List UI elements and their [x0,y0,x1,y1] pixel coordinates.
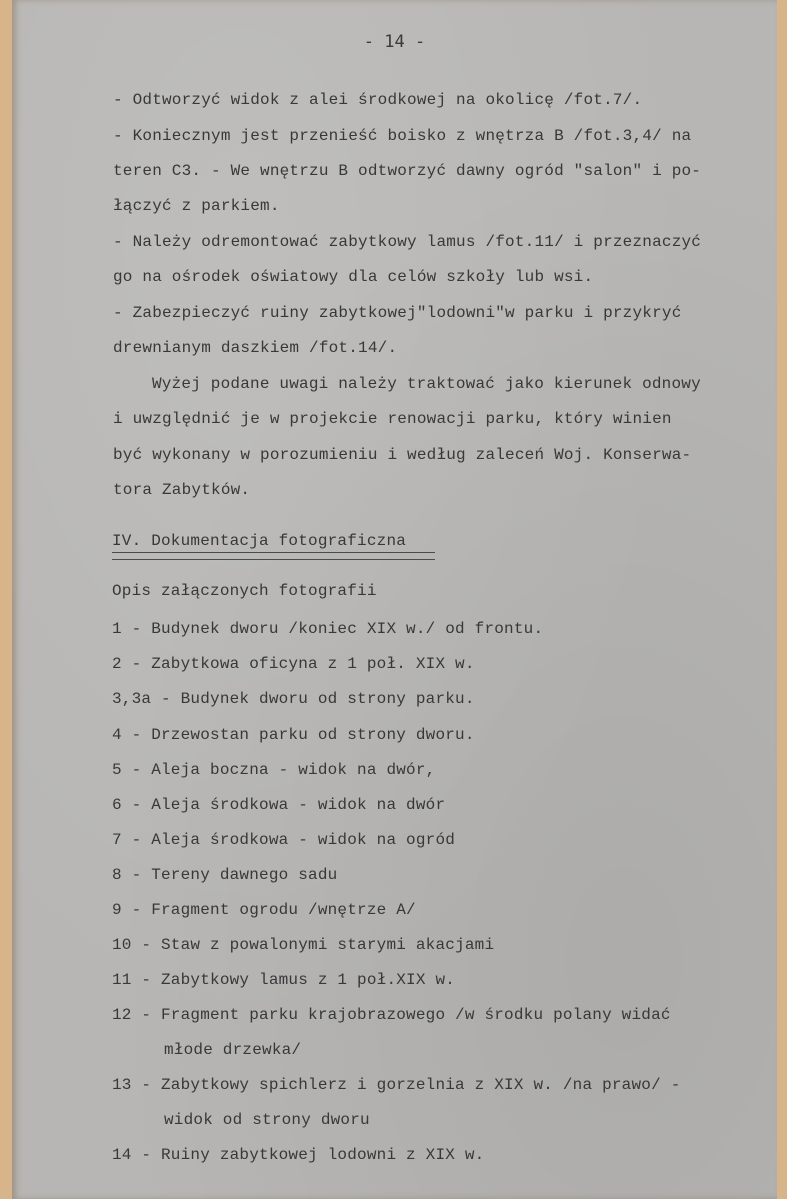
paragraph-line: być wykonany w porozumieniu i według zaleceń Woj. Konserwa- [113,446,692,464]
photo-item: 2 - Zabytkowa oficyna z 1 poł. XIX w. [112,655,475,673]
photo-item: 9 - Fragment ogrodu /wnętrze A/ [112,901,416,919]
paragraph-line: tora Zabytków. [113,481,251,499]
photo-item-continuation: widok od strony dworu [164,1111,370,1129]
recommendation-line: drewnianym daszkiem /fot.14/. [113,339,398,357]
photo-item: 10 - Staw z powalonymi starymi akacjami [112,936,495,954]
document-page [12,0,777,1199]
recommendation-line: - Koniecznym jest przenieść boisko z wnętrza B /fot.3,4/ na [113,127,692,145]
page-number: - 14 - [363,32,426,52]
photo-item-continuation: młode drzewka/ [164,1041,302,1059]
recommendation-line: go na ośrodek oświatowy dla celów szkoły lub wsi. [113,268,594,286]
photo-list-heading: Opis załączonych fotografii [112,582,377,600]
recommendation-line: - Odtworzyć widok z alei środkowej na okolicę /fot.7/. [113,91,643,109]
photo-item: 8 - Tereny dawnego sadu [112,866,338,884]
recommendation-line: teren C3. - We wnętrzu B odtworzyć dawny ogród "salon" i po- [113,162,702,180]
photo-item: 4 - Drzewostan parku od strony dworu. [112,726,475,744]
section-underline [112,552,435,560]
section-title: IV. Dokumentacja fotograficzna [112,532,407,550]
photo-item: 1 - Budynek dworu /koniec XIX w./ od frontu. [112,620,544,638]
photo-item: 6 - Aleja środkowa - widok na dwór [112,796,446,814]
photo-item: 3,3a - Budynek dworu od strony parku. [112,690,475,708]
photo-item: 11 - Zabytkowy lamus z 1 poł.XIX w. [112,971,456,989]
recommendation-line: - Należy odremontować zabytkowy lamus /fot.11/ i przeznaczyć [113,233,702,251]
paragraph-line: i uwzględnić je w projekcie renowacji parku, który winien [113,410,672,428]
photo-item: 5 - Aleja boczna - widok na dwór, [112,761,436,779]
photo-item: 14 - Ruiny zabytkowej lodowni z XIX w. [112,1146,485,1164]
photo-item: 13 - Zabytkowy spichlerz i gorzelnia z XIX w. /na prawo/ - [112,1076,681,1094]
paragraph-line: Wyżej podane uwagi należy traktować jako kierunek odnowy [152,375,701,393]
recommendation-line: łączyć z parkiem. [113,197,280,215]
photo-item: 12 - Fragment parku krajobrazowego /w środku polany widać [112,1006,671,1024]
photo-item: 7 - Aleja środkowa - widok na ogród [112,831,456,849]
recommendation-line: - Zabezpieczyć ruiny zabytkowej"lodowni"w parku i przykryć [113,304,682,322]
